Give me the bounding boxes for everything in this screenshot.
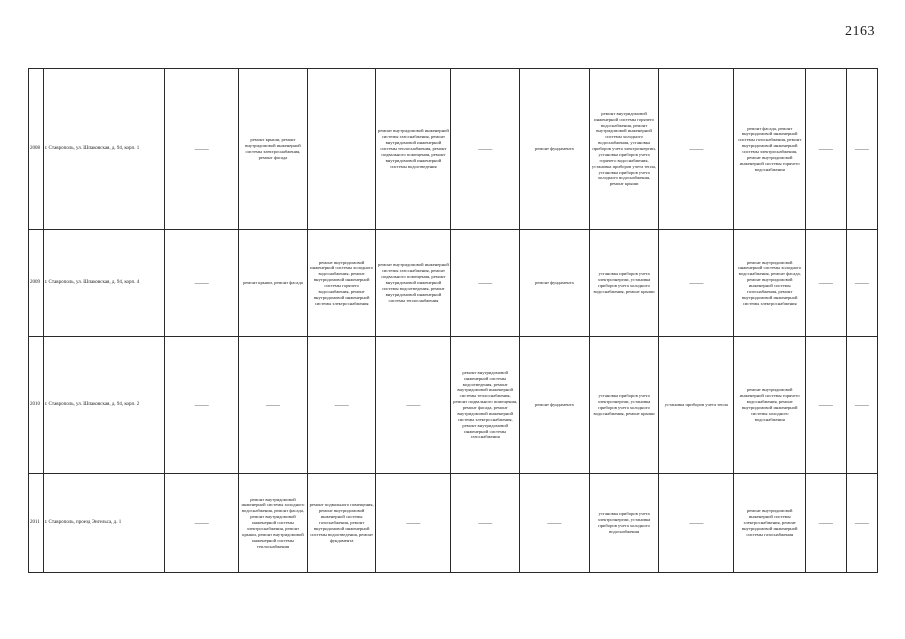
- row-number: 2011: [29, 474, 44, 573]
- work-cell: ремонт фундамента: [520, 337, 590, 474]
- work-cell: ——: [659, 69, 734, 230]
- work-cell: ——: [376, 337, 451, 474]
- work-cell: [307, 69, 376, 230]
- work-cell: установка приборов учета электроэнергии, установка приборов учета холодного водоснабжения, ремонт крыши: [589, 337, 659, 474]
- work-cell: ——: [376, 474, 451, 573]
- work-cell: ——: [165, 230, 239, 337]
- work-cell: ремонт внутридомовой инженерной системы холодного водоснабжения, ремонт фасада, ремонт внутридомовой инженерной системы электроснабжения, ремонт крыши, ремонт внутридомовой инженерной системы теплоснабжения: [239, 474, 308, 573]
- work-cell: ремонт крыши, ремонт внутридомовой инженерной системы электроснабжения, ремонт фасада: [239, 69, 308, 230]
- work-cell: ——: [806, 474, 847, 573]
- table-row: [29, 69, 878, 230]
- work-cell: ——: [806, 337, 847, 474]
- work-cell: ремонт внутридомовой инженерной системы холодного водоснабжения, ремонт внутридомовой инженерной системы горячего водоснабжения, ремонт внутридомовой инженерной системы электроснабжения: [307, 230, 376, 337]
- work-cell: установка приборов учета электроэнергии, установка приборов учета холодного водоснабжения, ремонт крыши: [589, 230, 659, 337]
- address-cell: г. Ставрополь, ул. Шпаковская, д. 94, корп. 2: [43, 337, 165, 474]
- row-number: 2008: [29, 69, 44, 230]
- work-cell: ——: [846, 337, 877, 474]
- address-cell: г. Ставрополь, ул. Шпаковская, д. 94, корп. 1: [43, 69, 165, 230]
- work-cell: ремонт фундамента: [520, 230, 590, 337]
- work-cell: ——: [806, 230, 847, 337]
- work-cell: ——: [520, 474, 590, 573]
- work-cell: ——: [659, 230, 734, 337]
- table-row: [29, 230, 878, 337]
- work-cell: ремонт подвального помещения, ремонт внутридомовой инженерной системы газоснабжения, ремонт внутридомовой инженерной системы водоотведения, ремонт фундамента: [307, 474, 376, 573]
- work-cell: ——: [451, 474, 520, 573]
- work-cell: установка приборов учета электроэнергии, установка приборов учета холодного водоснабжения: [589, 474, 659, 573]
- work-cell: ——: [846, 230, 877, 337]
- work-cell: ——: [451, 69, 520, 230]
- table-row: [29, 337, 878, 474]
- work-cell: ремонт внутридомовой инженерной системы горячего водоснабжения, ремонт внутридомовой инженерной системы холодного водоснабжения, установка приборов учета электроэнергии, установка приборов учета горячего водоснабжения, установка приборов учета тепла, установка приборов учета холодного водоснабжения, ремонт крыши: [589, 69, 659, 230]
- work-cell: ——: [239, 337, 308, 474]
- address-cell: г. Ставрополь, ул. Шпаковская, д. 94, корп. 4: [43, 230, 165, 337]
- work-cell: ремонт внутридомовой инженерной системы холодного водоснабжения, ремонт фасада, ремонт внутридомовой инженерной системы газоснабжения, ремонт внутридомовой инженерной системы электроснабжения: [734, 230, 806, 337]
- work-cell: ремонт внутридомовой инженерной системы электроснабжения, ремонт внутридомовой инженерной системы газоснабжения: [734, 474, 806, 573]
- work-cell: ——: [806, 69, 847, 230]
- work-cell: ремонт крыши, ремонт фасада: [239, 230, 308, 337]
- work-cell: ремонт фундамента: [520, 69, 590, 230]
- repair-schedule-table: [28, 68, 878, 573]
- work-cell: ——: [165, 474, 239, 573]
- row-number: 2010: [29, 337, 44, 474]
- work-cell: ——: [165, 69, 239, 230]
- work-cell: ремонт внутридомовой инженерной системы газоснабжения, ремонт внутридомовой инженерной системы теплоснабжения, ремонт подвального помещения, ремонт внутридомовой инженерной системы водоотведения: [376, 69, 451, 230]
- work-cell: ——: [846, 69, 877, 230]
- work-cell: ремонт внутридомовой инженерной системы горячего водоснабжения, ремонт внутридомовой инженерной системы холодного водоснабжения: [734, 337, 806, 474]
- work-cell: ——: [659, 474, 734, 573]
- work-cell: ремонт фасада, ремонт внутридомовой инженерной системы газоснабжения, ремонт внутридомовой инженерной системы электроснабжения, ремонт внутридомовой инженерной системы горячего водоснабжения: [734, 69, 806, 230]
- address-cell: г. Ставрополь, проезд Энгельса, д. 1: [43, 474, 165, 573]
- work-cell: ——: [165, 337, 239, 474]
- page-number: 2163: [845, 24, 875, 39]
- table-row: [29, 474, 878, 573]
- work-cell: ——: [846, 474, 877, 573]
- work-cell: установка приборов учета тепла: [659, 337, 734, 474]
- work-cell: ремонт внутридомовой инженерной системы водоотведения, ремонт внутридомовой инженерной системы теплоснабжения, ремонт подвального помещения, ремонт фасада, ремонт внутридомовой инженерной системы электроснабжения, ремонт внутридомовой инженерной системы газоснабжения: [451, 337, 520, 474]
- row-number: 2009: [29, 230, 44, 337]
- work-cell: ремонт внутридомовой инженерной системы газоснабжения, ремонт подвального помещения, ремонт внутридомовой инженерной системы водоотведения, ремонт внутридомовой инженерной системы теплоснабжения: [376, 230, 451, 337]
- work-cell: ——: [307, 337, 376, 474]
- work-cell: ——: [451, 230, 520, 337]
